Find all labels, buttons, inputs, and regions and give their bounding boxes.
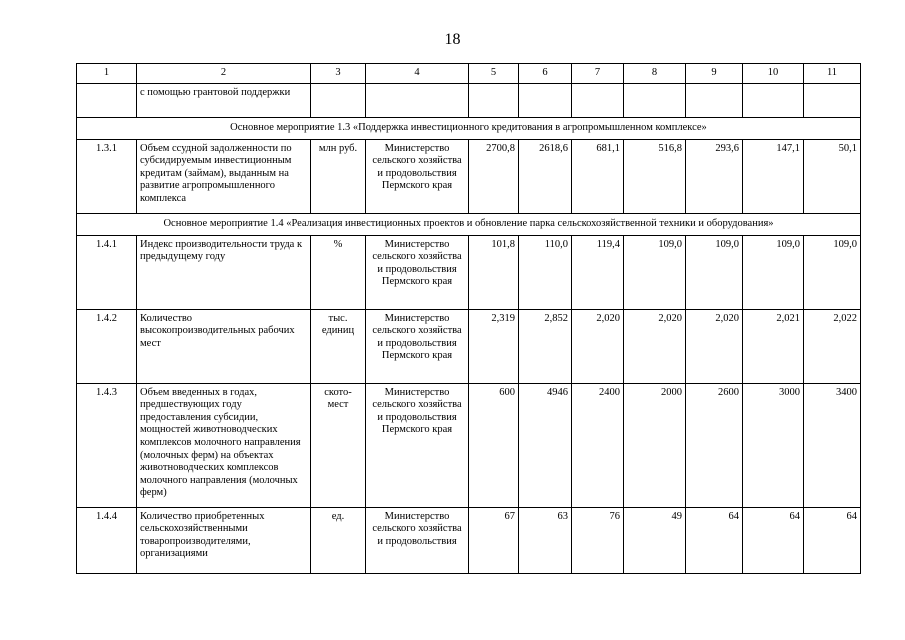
value-cell: 109,0 <box>624 235 686 309</box>
responsible-body: Министерство сельского хозяйства и продовольствия Пермского края <box>366 139 469 213</box>
value-cell: 64 <box>804 507 861 573</box>
value-cell: 109,0 <box>686 235 743 309</box>
column-header: 5 <box>469 64 519 84</box>
column-number-header <box>77 64 861 84</box>
value-cell: 3400 <box>804 383 861 507</box>
table-row <box>77 139 861 213</box>
column-header: 7 <box>572 64 624 84</box>
responsible-body: Министерство сельского хозяйства и продовольствия <box>366 507 469 573</box>
value-cell: 2,020 <box>686 309 743 383</box>
value-cell: 2,020 <box>624 309 686 383</box>
value-cell: 50,1 <box>804 139 861 213</box>
value-cell: 2618,6 <box>519 139 572 213</box>
responsible-body: Министерство сельского хозяйства и продовольствия Пермского края <box>366 309 469 383</box>
unit: тыс. единиц <box>311 309 366 383</box>
column-header: 8 <box>624 64 686 84</box>
row-number: 1.4.4 <box>77 507 137 573</box>
indicator-name: Количество высокопроизводительных рабочих мест <box>137 309 311 383</box>
value-cell: 2700,8 <box>469 139 519 213</box>
value-cell: 101,8 <box>469 235 519 309</box>
table-row <box>77 309 861 383</box>
indicator-name: с помощью грантовой поддержки <box>137 83 311 117</box>
responsible-body: Министерство сельского хозяйства и продовольствия Пермского края <box>366 235 469 309</box>
value-cell: 4946 <box>519 383 572 507</box>
section-row <box>77 213 861 235</box>
row-number: 1.4.1 <box>77 235 137 309</box>
value-cell: 63 <box>519 507 572 573</box>
column-header: 10 <box>743 64 804 84</box>
indicator-name: Индекс производительности труда к предыдущему году <box>137 235 311 309</box>
value-cell: 2,022 <box>804 309 861 383</box>
value-cell: 119,4 <box>572 235 624 309</box>
value-cell: 49 <box>624 507 686 573</box>
value-cell: 2600 <box>686 383 743 507</box>
value-cell: 109,0 <box>804 235 861 309</box>
section-row <box>77 117 861 139</box>
row-number: 1.4.2 <box>77 309 137 383</box>
column-header: 11 <box>804 64 861 84</box>
unit: % <box>311 235 366 309</box>
value-cell: 76 <box>572 507 624 573</box>
section-title: Основное мероприятие 1.3 «Поддержка инвестиционного кредитования в агропромышленном комплексе» <box>77 117 861 139</box>
value-cell: 67 <box>469 507 519 573</box>
indicator-name: Объем ссудной задолженности по субсидируемым инвестиционным кредитам (займам), выданным на развитие агропромышленного комплекса <box>137 139 311 213</box>
value-cell: 109,0 <box>743 235 804 309</box>
section-title: Основное мероприятие 1.4 «Реализация инвестиционных проектов и обновление парка сельскохозяйственной техники и оборудования» <box>77 213 861 235</box>
table-row <box>77 507 861 573</box>
value-cell: 2,021 <box>743 309 804 383</box>
row-number: 1.3.1 <box>77 139 137 213</box>
value-cell: 3000 <box>743 383 804 507</box>
row-number: 1.4.3 <box>77 383 137 507</box>
indicators-table <box>76 63 861 574</box>
column-header: 1 <box>77 64 137 84</box>
value-cell: 2,319 <box>469 309 519 383</box>
column-header: 3 <box>311 64 366 84</box>
column-header: 9 <box>686 64 743 84</box>
value-cell: 147,1 <box>743 139 804 213</box>
table-row <box>77 383 861 507</box>
value-cell: 600 <box>469 383 519 507</box>
value-cell: 64 <box>686 507 743 573</box>
column-header: 6 <box>519 64 572 84</box>
unit: ед. <box>311 507 366 573</box>
table-row <box>77 235 861 309</box>
value-cell: 110,0 <box>519 235 572 309</box>
value-cell: 64 <box>743 507 804 573</box>
table-row-continuation <box>77 83 861 117</box>
indicator-name: Количество приобретенных сельскохозяйственными товаропроизводителями, организациями <box>137 507 311 573</box>
column-header: 2 <box>137 64 311 84</box>
page-number: 18 <box>444 31 461 48</box>
responsible-body: Министерство сельского хозяйства и продовольствия Пермского края <box>366 383 469 507</box>
unit: млн руб. <box>311 139 366 213</box>
value-cell: 2000 <box>624 383 686 507</box>
value-cell: 516,8 <box>624 139 686 213</box>
value-cell: 681,1 <box>572 139 624 213</box>
unit: ското-мест <box>311 383 366 507</box>
value-cell: 2400 <box>572 383 624 507</box>
column-header: 4 <box>366 64 469 84</box>
value-cell: 293,6 <box>686 139 743 213</box>
indicator-name: Объем введенных в годах, предшествующих году предоставления субсидии, мощностей животноводческих комплексов молочного направления (молочных ферм) на объектах животноводческих комплексов молочного направления (молочных ферм) <box>137 383 311 507</box>
value-cell: 2,852 <box>519 309 572 383</box>
value-cell: 2,020 <box>572 309 624 383</box>
